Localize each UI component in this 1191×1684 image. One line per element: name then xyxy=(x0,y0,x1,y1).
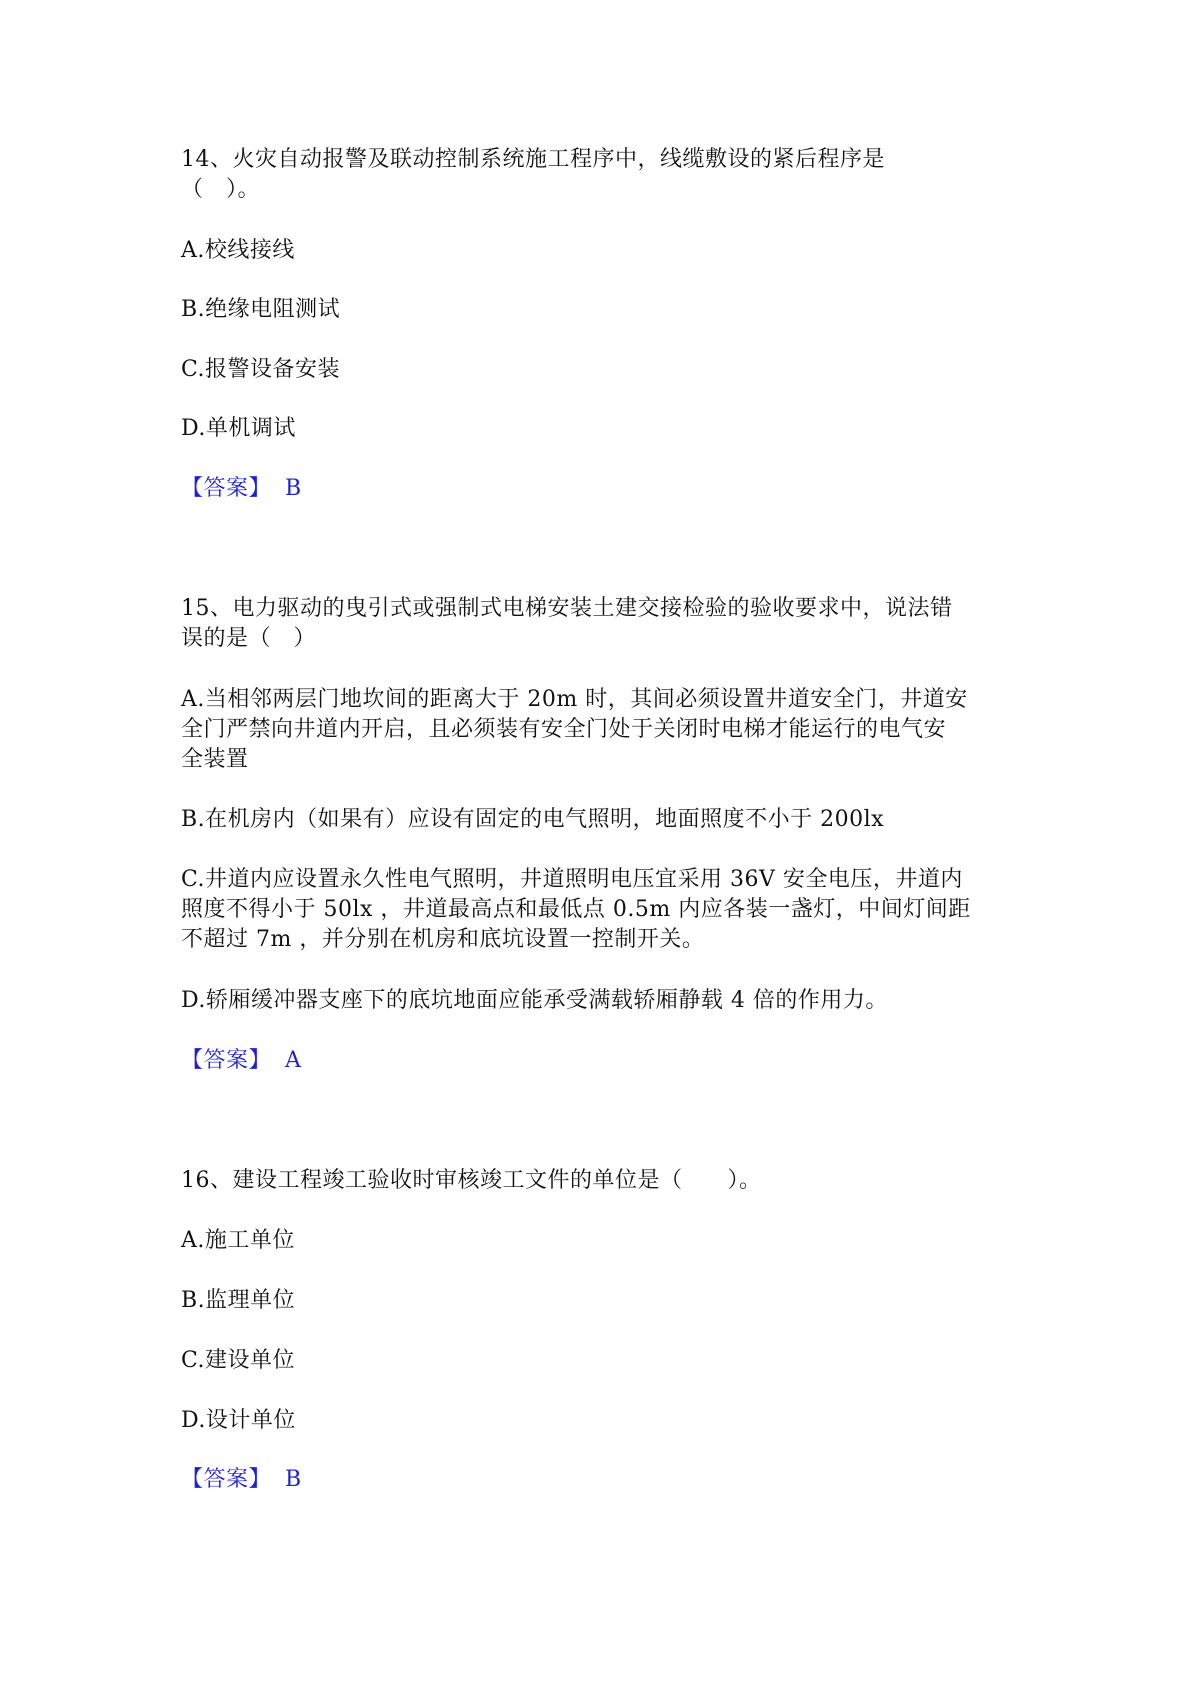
option-a: A.校线接线 xyxy=(181,238,295,263)
answer-value: B xyxy=(285,1467,302,1492)
question-stem-line: （ ）。 xyxy=(181,177,261,202)
question-stem-line: 16、建设工程竣工验收时审核竣工文件的单位是（ ）。 xyxy=(181,1168,762,1193)
answer-label: 【答案】 xyxy=(181,1467,272,1492)
question-stem-line: 14、火灾自动报警及联动控制系统施工程序中，线缆敷设的紧后程序是 xyxy=(181,147,885,172)
option-a-line: A.当相邻两层门地坎间的距离大于 20m 时，其间必须设置井道安全门，井道安 xyxy=(181,687,968,712)
option-c-line: C.井道内应设置永久性电气照明，井道照明电压宜采用 36V 安全电压，井道内 xyxy=(181,867,963,892)
question-stem-line: 误的是（ ） xyxy=(181,626,317,651)
option-a: A.施工单位 xyxy=(181,1228,295,1253)
option-c-line: 照度不得小于 50lx ，井道最高点和最低点 0.5m 内应各装一盏灯，中间灯间距 xyxy=(181,897,971,922)
option-a-line: 全装置 xyxy=(181,747,249,772)
option-b: B.在机房内（如果有）应设有固定的电气照明，地面照度不小于 200lx xyxy=(181,807,885,832)
answer-label: 【答案】 xyxy=(181,1048,272,1073)
option-d: D.设计单位 xyxy=(181,1408,296,1433)
question-stem-line: 15、电力驱动的曳引式或强制式电梯安装土建交接检验的验收要求中，说法错 xyxy=(181,596,953,621)
option-a-line: 全门严禁向井道内开启，且必须装有安全门处于关闭时电梯才能运行的电气安 xyxy=(181,717,947,742)
answer-line xyxy=(181,1466,302,1494)
option-c: C.建设单位 xyxy=(181,1348,296,1373)
option-d: D.单机调试 xyxy=(181,416,296,441)
answer-line xyxy=(181,1047,301,1075)
answer-label: 【答案】 xyxy=(181,476,272,501)
option-c-line: 不超过 7m ，并分别在机房和底坑设置一控制开关。 xyxy=(181,927,705,952)
answer-line xyxy=(181,475,302,503)
option-b: B.绝缘电阻测试 xyxy=(181,297,341,322)
option-c: C.报警设备安装 xyxy=(181,357,341,382)
option-d: D.轿厢缓冲器支座下的底坑地面应能承受满载轿厢静载 4 倍的作用力。 xyxy=(181,988,888,1013)
option-b: B.监理单位 xyxy=(181,1288,296,1313)
answer-value: B xyxy=(285,476,302,501)
answer-value: A xyxy=(285,1048,302,1073)
